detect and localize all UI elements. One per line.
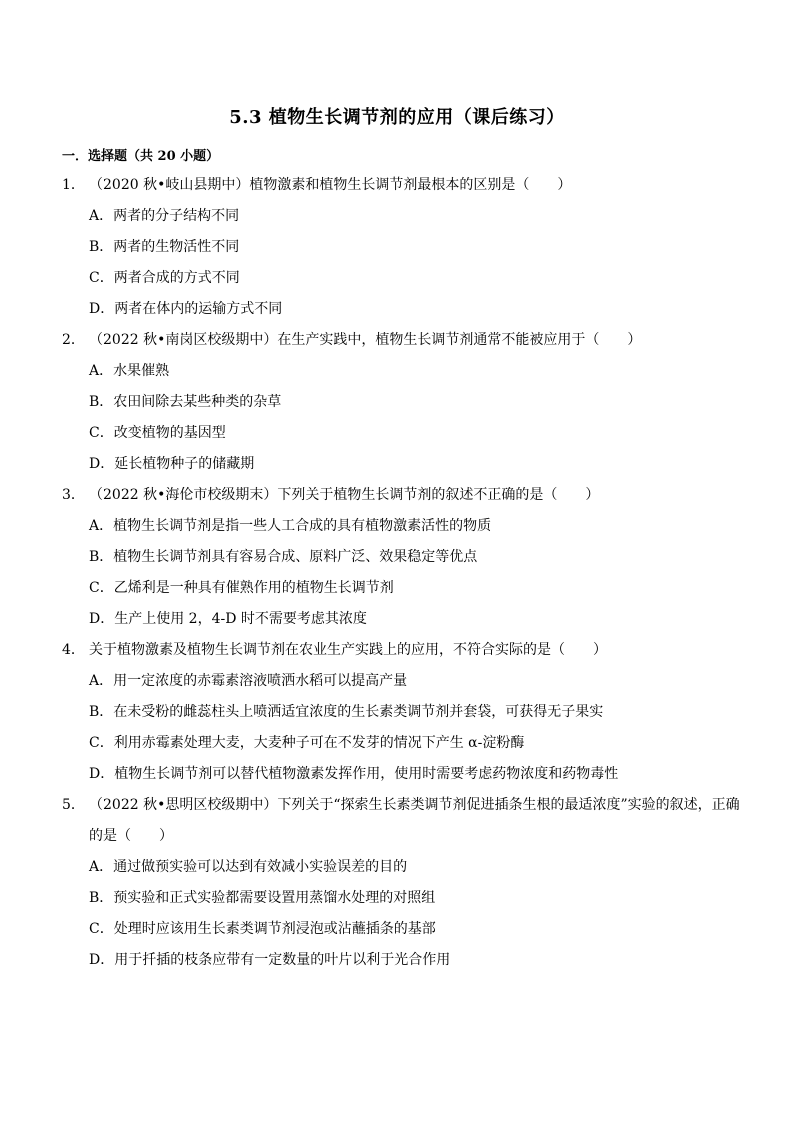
option-letter: C． — [89, 580, 114, 596]
option-letter: C． — [89, 921, 114, 937]
option-letter: A． — [89, 518, 114, 534]
option-text: 预实验和正式实验都需要设置用蒸馏水处理的对照组 — [113, 890, 436, 906]
option-a — [62, 852, 742, 883]
option-b — [62, 697, 742, 728]
question-stem — [62, 325, 742, 356]
option-text: 水果催熟 — [113, 363, 170, 379]
option-c — [62, 728, 742, 759]
option-text: 用一定浓度的赤霉素溶液喷洒水稻可以提高产量 — [113, 673, 408, 689]
option-list — [62, 666, 742, 790]
option-b — [62, 232, 742, 263]
question-text: （2022 秋•海伦市校级期末）下列关于植物生长调节剂的叙述不正确的是（ ） — [89, 487, 600, 503]
question-stem — [62, 635, 742, 666]
option-a — [62, 511, 742, 542]
option-text: 植物生长调节剂是指一些人工合成的具有植物激素活性的物质 — [113, 518, 492, 534]
option-letter: C． — [89, 270, 114, 286]
option-d — [62, 294, 742, 325]
question-stem — [62, 790, 742, 852]
option-list — [62, 852, 742, 976]
option-b — [62, 387, 742, 418]
option-letter: D． — [89, 456, 115, 472]
option-d — [62, 759, 742, 790]
question-number: 1． — [62, 177, 85, 193]
question-stem — [62, 170, 742, 201]
question-item — [62, 170, 742, 325]
option-letter: A． — [89, 363, 114, 379]
question-stem — [62, 480, 742, 511]
option-letter: D． — [89, 766, 115, 782]
option-letter: B． — [89, 890, 114, 906]
option-list — [62, 201, 742, 325]
question-number: 2． — [62, 332, 85, 348]
question-item — [62, 325, 742, 480]
option-letter: D． — [89, 301, 115, 317]
option-c — [62, 573, 742, 604]
option-letter: B． — [89, 704, 114, 720]
option-text: 两者的分子结构不同 — [113, 208, 240, 224]
option-list — [62, 511, 742, 635]
option-d — [62, 449, 742, 480]
option-text: 通过做预实验可以达到有效减小实验误差的目的 — [113, 859, 408, 875]
option-c — [62, 418, 742, 449]
option-text: 延长植物种子的储藏期 — [114, 456, 255, 472]
option-text: 两者的生物活性不同 — [113, 239, 240, 255]
question-text: 关于植物激素及植物生长调节剂在农业生产实践上的应用，不符合实际的是（ ） — [89, 642, 607, 658]
question-text: （2022 秋•南岗区校级期中）在生产实践中，植物生长调节剂通常不能被应用于（ ） — [89, 332, 642, 348]
question-item — [62, 790, 742, 976]
option-text: 利用赤霉素处理大麦，大麦种子可在不发芽的情况下产生 α-淀粉酶 — [113, 735, 525, 751]
question-text: （2020 秋•岐山县期中）植物激素和植物生长调节剂最根本的区别是（ ） — [89, 177, 572, 193]
question-text: （2022 秋•思明区校级期中）下列关于“探索生长素类调节剂促进插条生根的最适浓度”实验的叙述，正确的是（ ） — [89, 797, 740, 844]
option-text: 乙烯利是一种具有催熟作用的植物生长调节剂 — [113, 580, 394, 596]
question-item — [62, 635, 742, 790]
option-b — [62, 542, 742, 573]
section-heading: 一．选择题（共 20 小题） — [62, 149, 220, 164]
option-list — [62, 356, 742, 480]
option-text: 两者在体内的运输方式不同 — [114, 301, 283, 317]
option-letter: C． — [89, 425, 114, 441]
question-item — [62, 480, 742, 635]
question-number: 3． — [62, 487, 85, 503]
option-letter: B． — [89, 239, 114, 255]
option-letter: B． — [89, 549, 114, 565]
option-a — [62, 201, 742, 232]
question-list — [62, 170, 742, 976]
option-d — [62, 604, 742, 635]
option-letter: A． — [89, 208, 114, 224]
option-letter: C． — [89, 735, 114, 751]
option-text: 农田间除去某些种类的杂草 — [113, 394, 282, 410]
option-text: 处理时应该用生长素类调节剂浸泡或沾蘸插条的基部 — [113, 921, 436, 937]
option-letter: D． — [89, 952, 115, 968]
option-letter: A． — [89, 859, 114, 875]
option-letter: B． — [89, 394, 114, 410]
option-text: 两者合成的方式不同 — [113, 270, 240, 286]
option-c — [62, 263, 742, 294]
option-d — [62, 945, 742, 976]
option-text: 植物生长调节剂可以替代植物激素发挥作用，使用时需要考虑药物浓度和药物毒性 — [114, 766, 619, 782]
option-text: 改变植物的基因型 — [113, 425, 226, 441]
option-text: 植物生长调节剂具有容易合成、原料广泛、效果稳定等优点 — [113, 549, 478, 565]
option-text: 生产上使用 2，4-D 时不需要考虑其浓度 — [114, 611, 367, 627]
option-letter: A． — [89, 673, 114, 689]
option-letter: D． — [89, 611, 115, 627]
option-c — [62, 914, 742, 945]
option-a — [62, 356, 742, 387]
option-text: 用于扦插的枝条应带有一定数量的叶片以利于光合作用 — [114, 952, 451, 968]
question-number: 4． — [62, 642, 85, 658]
question-number: 5． — [62, 797, 85, 813]
option-a — [62, 666, 742, 697]
option-text: 在未受粉的雌蕊柱头上喷洒适宜浓度的生长素类调节剂并套袋，可获得无子果实 — [113, 704, 604, 720]
option-b — [62, 883, 742, 914]
page-title: 5.3 植物生长调节剂的应用（课后练习） — [229, 107, 565, 128]
